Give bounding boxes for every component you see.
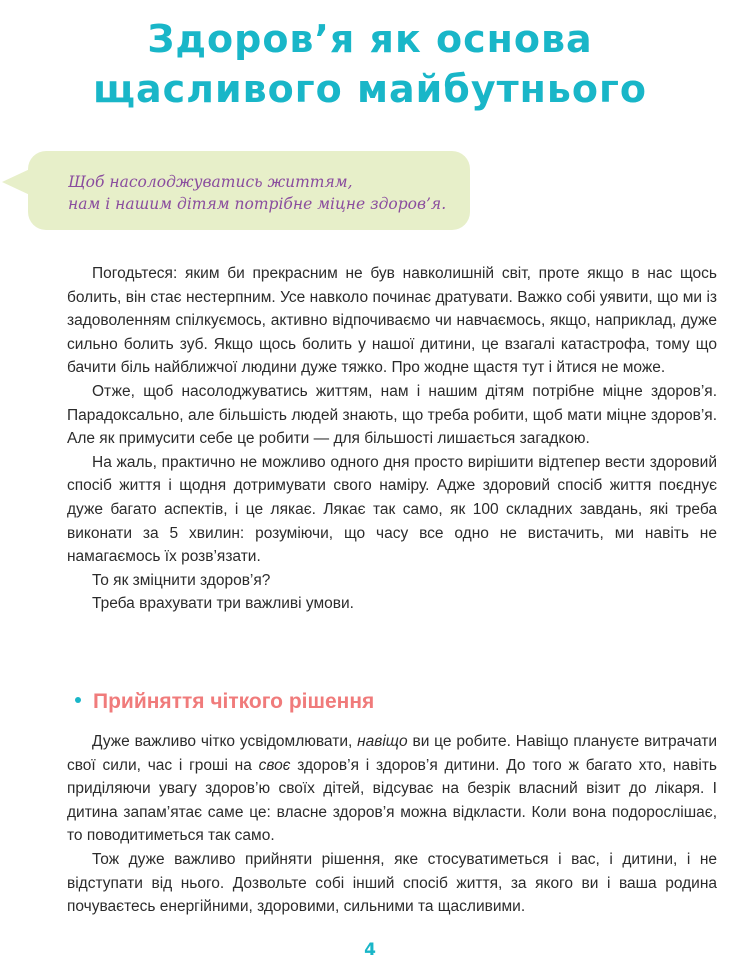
- page-title-line-2: щасливого майбутнього: [93, 67, 647, 111]
- page-title: [0, 14, 740, 114]
- bullet-icon: [75, 697, 81, 703]
- text-run: ви це робите. Навіщо плануєте витрачати свої сили, час і гроші на: [67, 733, 717, 774]
- paragraph: На жаль, практично не можливо одного дня просто вирішити відтепер вести здоровий спосіб життя і щодня дотримувати свого наміру. Адже здоровий спосіб життя поєднує дуже багато аспектів, і це лякає. Лякає так само, як 100 складних завдань, які треба виконати за 5 хвилин: розуміючи, що часу все одно не вистачить, ми навіть не намагаємось їх розв’язати.: [67, 453, 717, 566]
- text-run: Дуже важливо чітко усвідомлювати,: [92, 733, 358, 750]
- paragraph: Треба врахувати три важливі умови.: [92, 595, 354, 613]
- quote-line-2: нам і нашим дітям потрібне міцне здоров’я.: [68, 195, 447, 213]
- paragraph: Погодьтеся: яким би прекрасним не був навколишній світ, проте якщо в нас щось болить, він стає нестерпним. Усе навколо починає дратувати. Важко собі уявити, що ми із задоволенням спілкуємось, активно відпочиваємо чи навчаємось, якщо, наприклад, дуже сильно болить зуб. Якщо щось болить у нашої дитини, це взагалі катастрофа, тому що бачити біль найближчої людини дуже тяжко. Про жодне щастя тут і йтися не може.: [67, 265, 717, 377]
- emphasis-text: своє: [258, 756, 291, 774]
- section-text-block: [67, 730, 717, 919]
- emphasis-text: навіщо: [357, 733, 408, 750]
- text-run: здоров’я і здоров’я дитини. До того ж багато хто, навіть приділяючи увагу здоров’ю своїх дітей, відсуває на безрік власний візит до лікаря. І дитина запам’ятає саме це: власне здоров’я можна відкласти. Коли вона подорослішає, то поводитиметься так само.: [67, 756, 718, 845]
- quote-line-1: Щоб насолоджуватись життям,: [68, 173, 353, 191]
- page-number: 4: [364, 940, 376, 960]
- intro-text-block: [67, 262, 717, 616]
- page-title-line-1: Здоров’я як основа: [147, 17, 593, 61]
- paragraph: Отже, щоб насолоджуватись життям, нам і нашим дітям потрібне міцне здоров’я. Парадоксально, але більшість людей знають, що треба робити, щоб мати міцне здоров’я. Але як примусити себе це робити — для більшості лишається загадкою.: [67, 382, 717, 448]
- quote-speech-bubble: [28, 151, 470, 230]
- quote-text: [68, 171, 468, 215]
- paragraph: [67, 730, 717, 848]
- section-heading: [75, 688, 374, 716]
- paragraph: Тож дуже важливо прийняти рішення, яке стосуватиметься і вас, і дитини, і не відступати від нього. Дозвольте собі інший спосіб життя, за якого ви і ваша родина почуваєтесь енергійними, здоровими, сильними та щасливими.: [67, 850, 717, 916]
- paragraph: То як зміцнити здоров’я?: [92, 571, 271, 589]
- section-heading-text: Прийняття чіткого рішення: [93, 690, 375, 713]
